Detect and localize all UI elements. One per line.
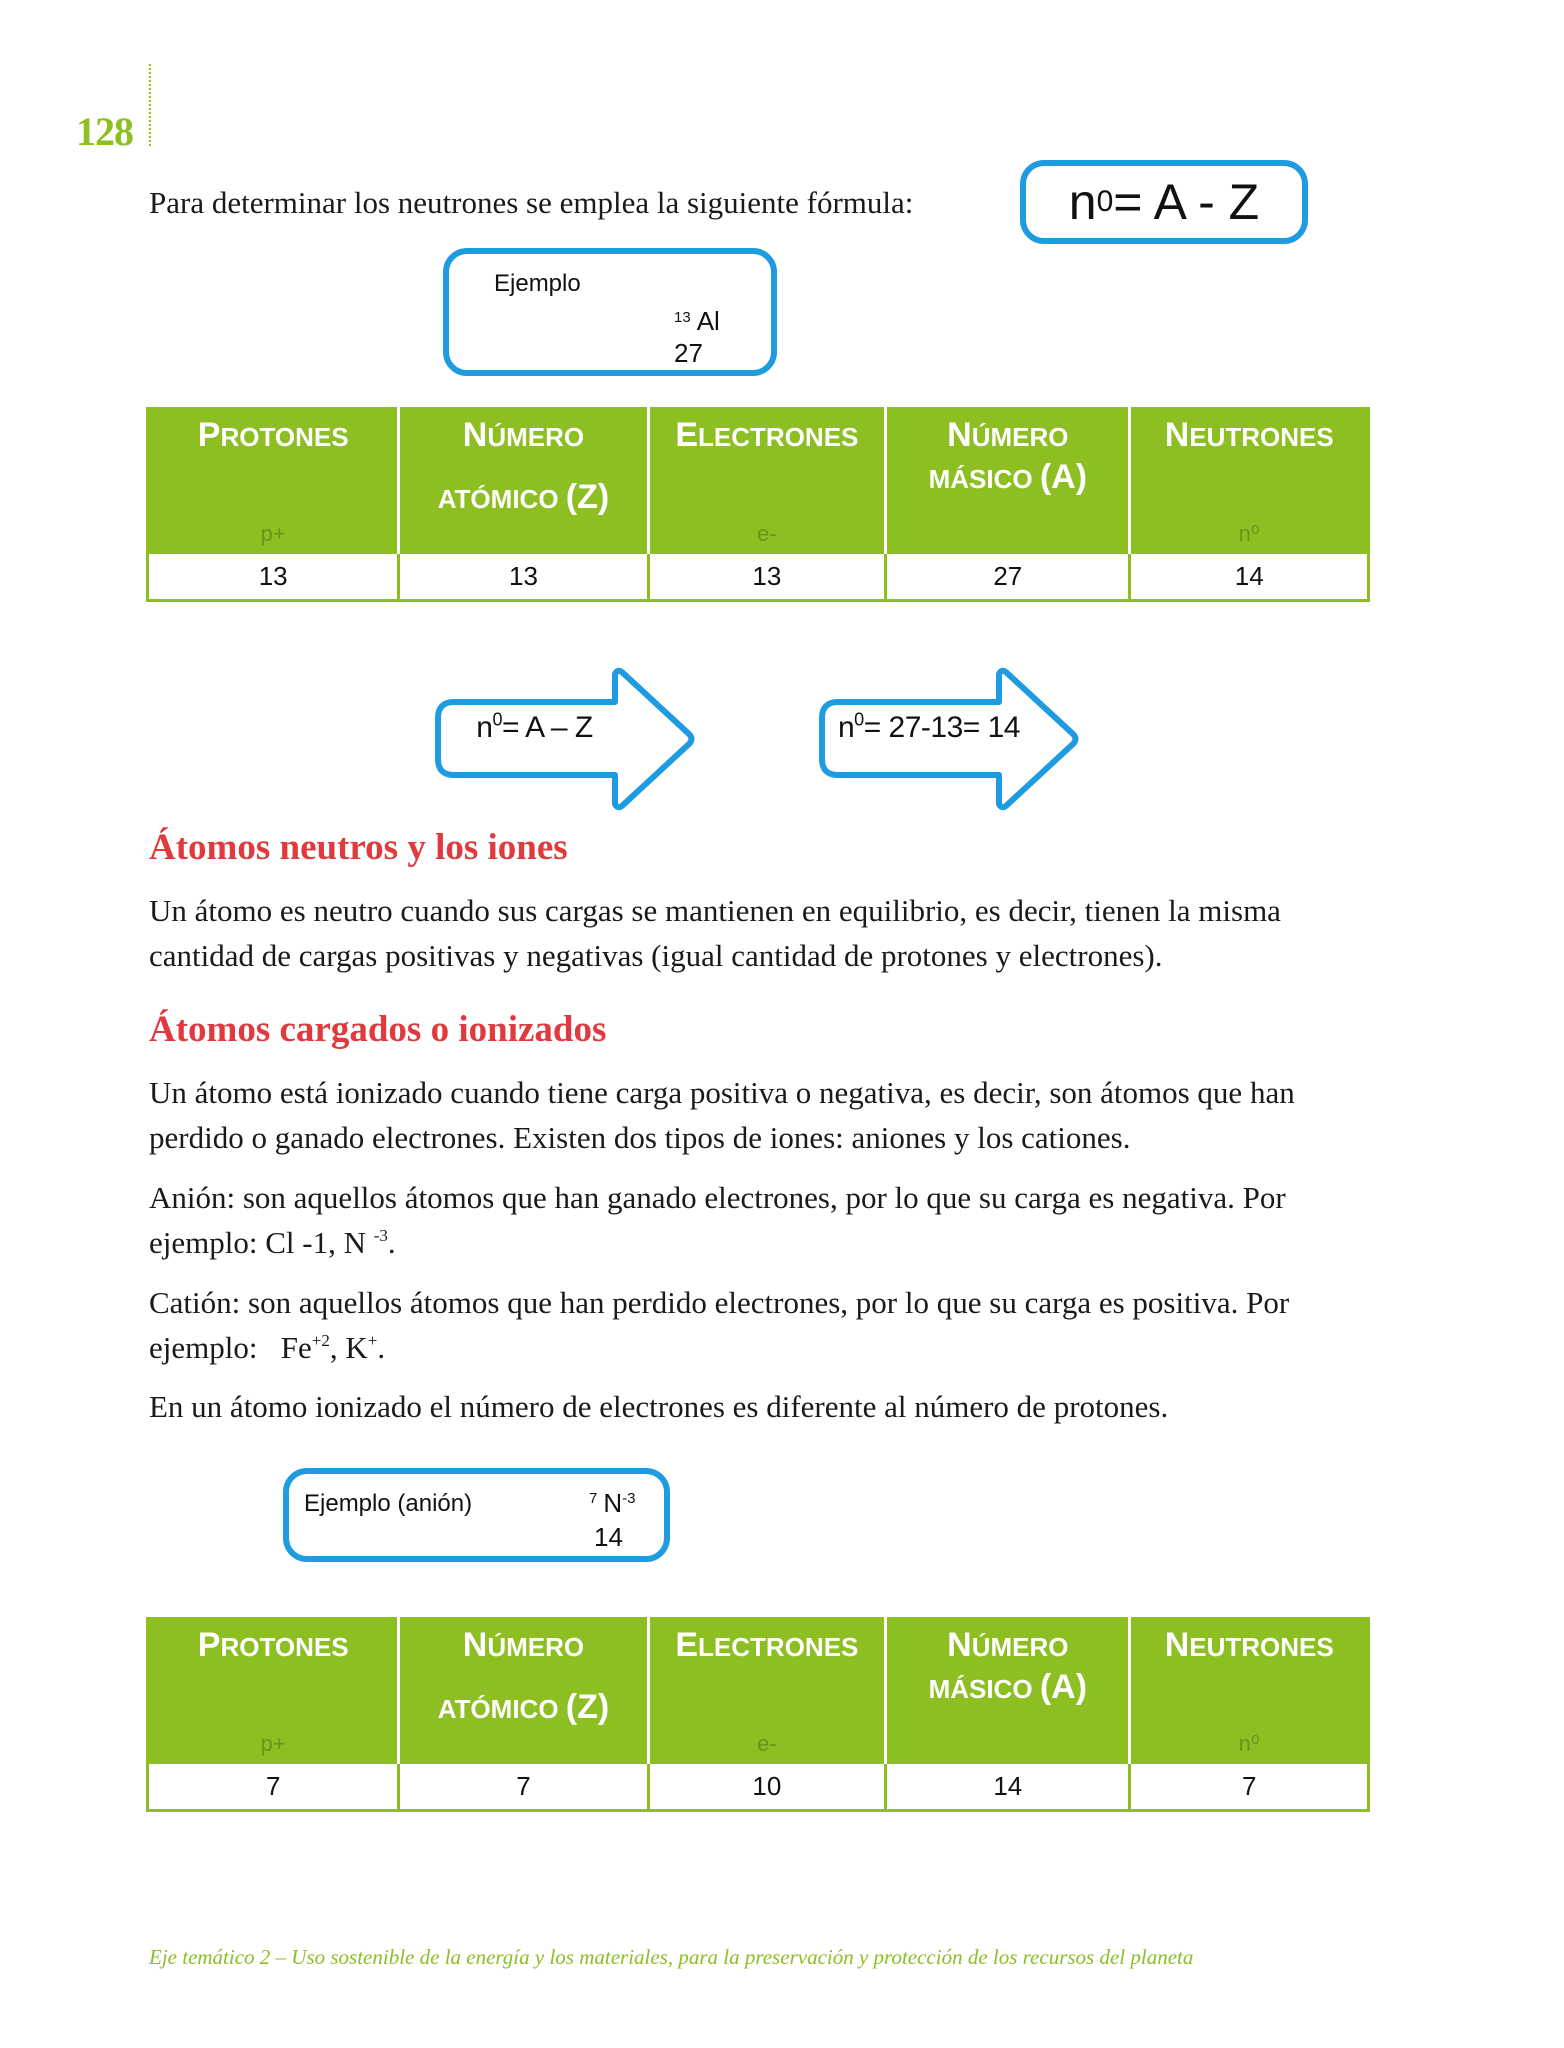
header-text: N: [1164, 1626, 1190, 1664]
arrow-n: n: [476, 711, 493, 744]
header-text: P: [197, 416, 221, 454]
header-text: E: [675, 1626, 699, 1664]
header-numero-atomico: [399, 407, 648, 552]
header-protones: [148, 1617, 399, 1762]
element-symbol: [589, 1488, 635, 1519]
cell-numero-masico: 14: [886, 1762, 1130, 1810]
table-row: [148, 552, 1369, 600]
mass-number: 14: [594, 1522, 623, 1552]
header-text: N: [462, 416, 488, 454]
table-aluminum: [146, 407, 1370, 602]
header-text: MÁSICO: [928, 1674, 1040, 1704]
header-text: N: [462, 1626, 488, 1664]
heading-ionized-atoms: Átomos cargados o ionizados: [149, 1009, 607, 1050]
header-text: ÚMERO: [971, 422, 1069, 452]
arrow-formula: [432, 666, 697, 811]
table-header-row: [148, 407, 1369, 552]
element-symbol: [674, 306, 720, 337]
anion-charge: -3: [373, 1226, 388, 1246]
example-box-anion: [283, 1468, 670, 1562]
mass-number: 27: [674, 338, 703, 368]
arrow-n: n: [837, 711, 855, 744]
anion-text: Anión: son aquellos átomos que han ganado electrones, por lo que su carga es negativa. Por ejemplo: Cl -1, N: [149, 1180, 1286, 1260]
header-text: ATÓMICO: [437, 484, 566, 514]
header-protones: [148, 407, 399, 552]
atomic-number: 7: [589, 1490, 598, 1507]
cell-numero-atomico: 7: [399, 1762, 648, 1810]
paragraph-ionized-atoms: Un átomo está ionizado cuando tiene carga positiva o negativa, es decir, son átomos que han perdido o ganado electrones. Existen dos tipos de iones: aniones y los cationes.: [149, 1075, 1295, 1155]
header-text: ÚMERO: [487, 422, 585, 452]
header-numero-atomico: [399, 1617, 648, 1762]
example-box-aluminum: [443, 248, 777, 376]
example-label: Ejemplo (anión): [304, 1490, 473, 1517]
cation-mid: , K: [329, 1330, 368, 1365]
cation-charge-k: +: [367, 1331, 378, 1351]
header-text: P: [197, 1626, 221, 1664]
cation-charge-fe: +2: [311, 1331, 330, 1351]
header-text: LECTRONES: [698, 422, 859, 452]
header-electrones: [648, 1617, 886, 1762]
header-symbol: p+: [260, 520, 286, 546]
arrow-rest: = 27-13= 14: [863, 711, 1020, 744]
paragraph-neutral-atoms: Un átomo es neutro cuando sus cargas se mantienen en equilibrio, es decir, tienen la misma cantidad de cargas positivas y negativas (igual cantidad de protones y electrones).: [149, 893, 1281, 973]
symbol: N: [603, 1488, 623, 1518]
atomic-number: 13: [674, 309, 691, 326]
arrow-formula-text: [432, 711, 637, 745]
header-text: E: [675, 416, 699, 454]
symbol: Al: [696, 306, 720, 336]
header-text: (Z): [565, 478, 610, 516]
page-number-divider: [149, 64, 151, 146]
header-electrones: [648, 407, 886, 552]
paragraph-cation: [149, 1280, 1389, 1370]
header-text: LECTRONES: [698, 1632, 859, 1662]
header-symbol: p+: [260, 1730, 286, 1756]
header-text: ATÓMICO: [437, 1694, 566, 1724]
formula-box: n 0 = A - Z: [1020, 160, 1308, 244]
header-numero-masico: [886, 1617, 1130, 1762]
cell-neutrones: 14: [1130, 552, 1369, 600]
formula-rest: = A - Z: [1113, 174, 1260, 230]
intro-text: Para determinar los neutrones se emplea la siguiente fórmula:: [149, 185, 914, 220]
header-text: (A): [1039, 1668, 1088, 1706]
header-text: (A): [1039, 458, 1088, 496]
header-text: ROTONES: [220, 1632, 349, 1662]
header-text: (Z): [565, 1688, 610, 1726]
header-text: ROTONES: [220, 422, 349, 452]
example-label: Ejemplo: [494, 270, 581, 297]
header-text: ÚMERO: [971, 1632, 1069, 1662]
cation-end: .: [377, 1330, 386, 1365]
header-text: EUTRONES: [1189, 422, 1334, 452]
cation-text: Catión: son aquellos átomos que han perdido electrones, por lo que su carga es positiva. Por ejemplo: Fe: [149, 1285, 1297, 1365]
heading-neutral-atoms: Átomos neutros y los iones: [149, 827, 568, 868]
header-text: ÚMERO: [487, 1632, 585, 1662]
cell-protones: 7: [148, 1762, 399, 1810]
header-symbol: e-: [757, 1730, 777, 1756]
header-text: MÁSICO: [928, 464, 1040, 494]
arrow-calculation-text: [824, 711, 1034, 745]
cell-electrones: 13: [648, 552, 886, 600]
table-nitrogen-anion: [146, 1617, 1370, 1812]
header-symbol: n⁰: [1238, 1730, 1260, 1756]
arrow-calculation: [816, 666, 1081, 811]
header-symbol: e-: [757, 520, 777, 546]
header-text: N: [947, 416, 972, 454]
cell-numero-masico: 27: [886, 552, 1130, 600]
header-neutrones: [1130, 407, 1369, 552]
header-text: EUTRONES: [1189, 1632, 1334, 1662]
charge: -3: [622, 1490, 636, 1507]
header-text: N: [947, 1626, 972, 1664]
arrow-sup: 0: [492, 709, 502, 730]
cell-protones: 13: [148, 552, 399, 600]
table-header-row: [148, 1617, 1369, 1762]
page-number: 128: [76, 109, 133, 154]
page-footer: Eje temático 2 – Uso sostenible de la energía y los materiales, para la preservación y protección de los recursos del planeta: [149, 1945, 1194, 1969]
cell-neutrones: 7: [1130, 1762, 1369, 1810]
paragraph-closing: En un átomo ionizado el número de electrones es diferente al número de protones.: [149, 1389, 1169, 1424]
header-text: N: [1164, 416, 1190, 454]
cell-electrones: 10: [648, 1762, 886, 1810]
paragraph-anion: [149, 1175, 1389, 1265]
formula-n: n: [1068, 174, 1097, 230]
header-neutrones: [1130, 1617, 1369, 1762]
table-row: [148, 1762, 1369, 1810]
header-numero-masico: [886, 407, 1130, 552]
header-symbol: n⁰: [1238, 520, 1260, 546]
arrow-rest: = A – Z: [501, 711, 593, 744]
cell-numero-atomico: 13: [399, 552, 648, 600]
anion-end: .: [387, 1225, 396, 1260]
arrow-sup: 0: [854, 709, 864, 730]
